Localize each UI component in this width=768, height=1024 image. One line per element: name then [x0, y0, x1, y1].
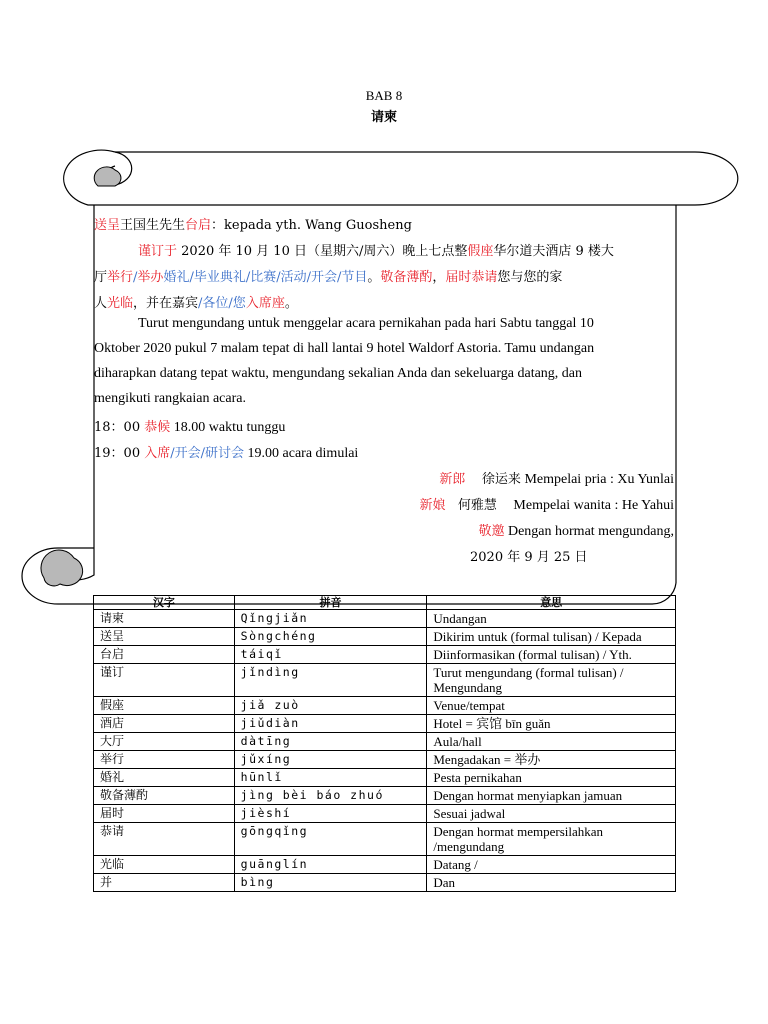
- greeting-send: 送呈: [94, 218, 121, 233]
- hanzi-cell: 谨订: [94, 664, 235, 697]
- guest-options: /各位/您: [198, 296, 246, 311]
- chinese-line-3: [94, 292, 298, 311]
- guanglin-word: 光临: [107, 296, 134, 311]
- meaning-cell: Dengan hormat mempersilahkan /mengundang: [427, 823, 676, 856]
- groom-name: 徐运来: [481, 472, 521, 487]
- table-row: [94, 751, 676, 769]
- table-row: [94, 715, 676, 733]
- header-meaning: 意思: [427, 596, 676, 610]
- table-row: [94, 805, 676, 823]
- hanzi-cell: 大厅: [94, 733, 235, 751]
- pinyin-cell: táiqǐ: [234, 646, 427, 664]
- jinding-word: 谨订于: [138, 244, 178, 259]
- guests-text: ，并在嘉宾: [133, 296, 199, 311]
- meaning-cell: Aula/hall: [427, 733, 676, 751]
- schedule-cn: 入席: [144, 446, 171, 461]
- malay-line-3: diharapkan datang tepat waktu, mengundang sekalian Anda dan sekeluarga datang, dan: [94, 366, 583, 381]
- table-row: [94, 733, 676, 751]
- scroll-top-curl: [94, 167, 121, 186]
- pinyin-cell: dàtīng: [234, 733, 427, 751]
- meaning-cell: Diinformasikan (formal tulisan) / Yth.: [427, 646, 676, 664]
- groom-desc: Mempelai pria : Xu Yunlai: [520, 472, 674, 487]
- bride-line: [419, 494, 674, 514]
- chinese-line-2: [94, 266, 562, 285]
- schedule-item: [94, 442, 358, 462]
- table-row: [94, 628, 676, 646]
- meaning-cell: Undangan: [427, 610, 676, 628]
- greeting-recipient: 王国生先生: [120, 218, 186, 233]
- pinyin-cell: Qǐngjiǎn: [234, 610, 427, 628]
- venue-text: 华尔道夫酒店 9 楼大: [493, 244, 614, 259]
- hanzi-cell: 并: [94, 874, 235, 892]
- closing-text: Dengan hormat mengundang,: [504, 524, 674, 539]
- jingbei-word: 敬备薄酌: [380, 270, 433, 285]
- schedule-desc: 18.00 waktu tunggu: [170, 420, 286, 435]
- meaning-cell: Dikirim untuk (formal tulisan) / Kepada: [427, 628, 676, 646]
- pinyin-cell: jǐndìng: [234, 664, 427, 697]
- header-hanzi: 汉字: [94, 596, 235, 610]
- meaning-cell: Sesuai jadwal: [427, 805, 676, 823]
- hanzi-cell: 请柬: [94, 610, 235, 628]
- hanzi-cell: 假座: [94, 697, 235, 715]
- meaning-cell: Datang /: [427, 856, 676, 874]
- jiazuo-word: 假座: [467, 244, 494, 259]
- vocabulary-table: [93, 595, 676, 892]
- date-text: 2020 年 10 月 10 日（星期六/周六）晚上七点整: [177, 244, 468, 259]
- malay-line-2: Oktober 2020 pukul 7 malam tepat di hall lantai 9 hotel Waldorf Astoria. Tamu undangan: [94, 341, 595, 356]
- header-pinyin: 拼音: [234, 596, 427, 610]
- bride-label: 新娘: [419, 498, 446, 513]
- pinyin-cell: jièshí: [234, 805, 427, 823]
- table-row: [94, 646, 676, 664]
- slash: /: [133, 270, 138, 285]
- meaning-cell: Turut mengundang (formal tulisan) / Mengundang: [427, 664, 676, 697]
- pinyin-cell: Sòngchéng: [234, 628, 427, 646]
- hanzi-cell: 台启: [94, 646, 235, 664]
- hanzi-cell: 酒店: [94, 715, 235, 733]
- groom-label: 新郎: [439, 472, 466, 487]
- table-header-row: [94, 596, 676, 610]
- meaning-cell: Mengadakan = 举办: [427, 751, 676, 769]
- pinyin-cell: gōngqǐng: [234, 823, 427, 856]
- malay-line-4: mengikuti rangkaian acara.: [94, 391, 246, 406]
- schedule-item: [94, 416, 285, 436]
- meaning-cell: Hotel = 宾馆 bīn guǎn: [427, 715, 676, 733]
- juban-word: 举办: [137, 270, 164, 285]
- family-text: 您与您的家: [497, 270, 563, 285]
- letter-date: 2020 年 9 月 25 日: [470, 550, 588, 565]
- scroll-bottom-curl: [41, 550, 83, 586]
- event-options: 婚礼/毕业典礼/比赛/活动/开会/节目: [163, 270, 368, 285]
- greeting-line: [94, 214, 412, 233]
- hall-text: 厅: [94, 270, 108, 285]
- schedule-time: 18：00: [94, 420, 141, 435]
- table-row: [94, 787, 676, 805]
- table-row: [94, 664, 676, 697]
- pinyin-cell: jiǎ zuò: [234, 697, 427, 715]
- table-row: [94, 697, 676, 715]
- comma: ，: [432, 270, 446, 285]
- bride-desc: Mempelai wanita : He Yahui: [513, 498, 674, 513]
- pinyin-cell: bìng: [234, 874, 427, 892]
- bride-name: 何雅慧: [457, 498, 497, 513]
- malay-line-1: Turut mengundang untuk menggelar acara pernikahan pada hari Sabtu tanggal 10: [138, 316, 594, 331]
- table-row: [94, 856, 676, 874]
- table-row: [94, 874, 676, 892]
- table-row: [94, 823, 676, 856]
- pinyin-cell: hūnlǐ: [234, 769, 427, 787]
- greeting-taiqi: 台启: [185, 218, 212, 233]
- meaning-cell: Dengan hormat menyiapkan jamuan: [427, 787, 676, 805]
- table-row: [94, 610, 676, 628]
- chinese-line-1: [138, 240, 614, 259]
- juxing-word: 举行: [107, 270, 134, 285]
- groom-line: [439, 468, 674, 488]
- pinyin-cell: jiǔdiàn: [234, 715, 427, 733]
- page-title: 请柬: [370, 110, 397, 125]
- greeting-malay: ：kepada yth. Wang Guosheng: [211, 218, 412, 233]
- meaning-cell: Venue/tempat: [427, 697, 676, 715]
- hanzi-cell: 婚礼: [94, 769, 235, 787]
- chapter-label: BAB 8: [365, 88, 403, 103]
- table-row: [94, 769, 676, 787]
- schedule-cn: 恭候: [144, 420, 171, 435]
- schedule-desc: 19.00 acara dimulai: [244, 446, 359, 461]
- period: 。: [367, 270, 381, 285]
- pinyin-cell: jǔxíng: [234, 751, 427, 769]
- hanzi-cell: 光临: [94, 856, 235, 874]
- ruxi-word: 入席座: [245, 296, 285, 311]
- jieshi-word: 届时恭请: [445, 270, 498, 285]
- hanzi-cell: 敬备薄酌: [94, 787, 235, 805]
- ren-text: 人: [94, 296, 108, 311]
- period: 。: [284, 296, 298, 311]
- pinyin-cell: guānglín: [234, 856, 427, 874]
- hanzi-cell: 恭请: [94, 823, 235, 856]
- meaning-cell: Dan: [427, 874, 676, 892]
- closing-line: [478, 520, 674, 540]
- schedule-time: 19：00: [94, 446, 141, 461]
- hanzi-cell: 举行: [94, 751, 235, 769]
- meaning-cell: Pesta pernikahan: [427, 769, 676, 787]
- hanzi-cell: 送呈: [94, 628, 235, 646]
- pinyin-cell: jìng bèi báo zhuó: [234, 787, 427, 805]
- schedule-cn-options: /开会/研讨会: [170, 446, 245, 461]
- hanzi-cell: 届时: [94, 805, 235, 823]
- closing-label: 敬邀: [478, 524, 505, 539]
